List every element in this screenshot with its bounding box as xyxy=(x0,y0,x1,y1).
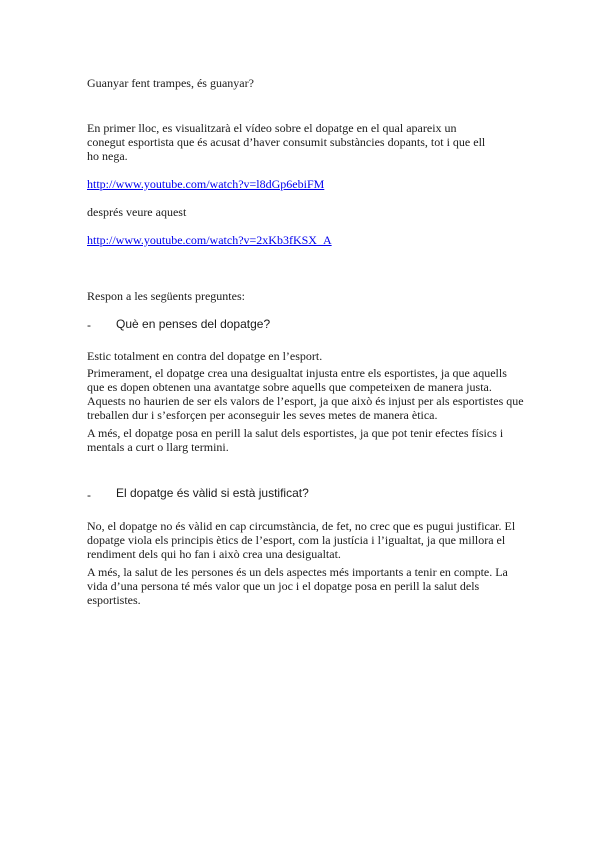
answer-2-paragraph-1 xyxy=(87,519,517,561)
answer-1-paragraph-2 xyxy=(87,426,517,454)
answer-line: No, el dopatge no és vàlid en cap circumstància, de fet, no crec que es pugui justificar. El xyxy=(87,519,516,533)
answer-line: A més, la salut de les persones és un dels aspectes més importants a tenir en compte. La xyxy=(87,565,508,579)
after-link-text: després veure aquest xyxy=(87,205,187,219)
answer-1-paragraph-1 xyxy=(87,366,524,422)
answer-line: rendiment dels qui ho fan i això crea una desigualtat. xyxy=(87,547,341,561)
answer-line: A més, el dopatge posa en perill la salut dels esportistes, ja que pot tenir efectes físics i xyxy=(87,426,504,440)
answer-line: Aquests no haurien de ser els valors de l’esport, ja que això és injust per als esportistes que xyxy=(87,394,524,408)
video-link-1[interactable]: http://www.youtube.com/watch?v=l8dGp6ebiFM xyxy=(87,177,325,191)
question-2: El dopatge és vàlid si està justificat? xyxy=(116,486,309,500)
instructions-text: Respon a les següents preguntes: xyxy=(87,289,245,303)
answer-line: que es dopen obtenen una avantatge sobre aquells que competeixen de manera justa. xyxy=(87,380,492,394)
intro-paragraph xyxy=(87,121,517,163)
answer-1-intro: Estic totalment en contra del dopatge en l’esport. xyxy=(87,349,323,363)
intro-line: ho nega. xyxy=(87,149,128,163)
answer-line: esportistes. xyxy=(87,593,141,607)
question-1-dash: - xyxy=(87,318,91,332)
answer-line: treballen dur i s’esforçen per aconseguir les seves metes de manera ètica. xyxy=(87,408,438,422)
question-1: Què en penses del dopatge? xyxy=(116,317,271,331)
answer-line: mentals a curt o llarg termini. xyxy=(87,440,229,454)
answer-line: vida d’una persona té més valor que un joc i el dopatge posa en perill la salut dels xyxy=(87,579,480,593)
document-title: Guanyar fent trampes, és guanyar? xyxy=(87,76,254,90)
answer-2-paragraph-2 xyxy=(87,565,517,607)
intro-line: En primer lloc, es visualitzarà el vídeo sobre el dopatge en el qual apareix un xyxy=(87,121,457,135)
question-2-dash: - xyxy=(87,488,91,502)
answer-line: dopatge viola els principis ètics de l’esport, com la justícia i l’igualtat, ja que millora el xyxy=(87,533,506,547)
answer-line: Primerament, el dopatge crea una desigualtat injusta entre els esportistes, ja que aquells xyxy=(87,366,507,380)
intro-line: conegut esportista que és acusat d’haver consumit substàncies dopants, tot i que ell xyxy=(87,135,486,149)
video-link-2[interactable]: http://www.youtube.com/watch?v=2xKb3fKSX_A xyxy=(87,233,332,247)
